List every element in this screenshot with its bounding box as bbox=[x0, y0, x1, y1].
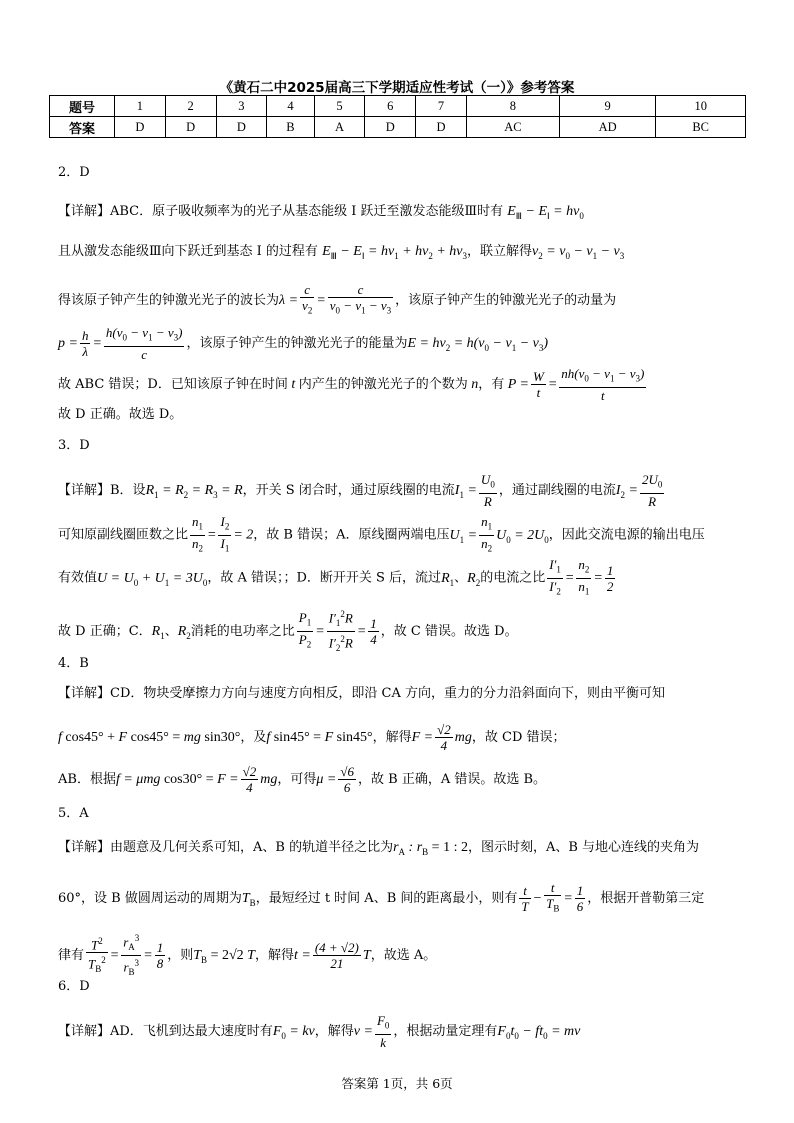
q3-text: 可知原副线圈匝数之比 bbox=[58, 527, 189, 543]
q6-text: ，解得 bbox=[314, 1023, 354, 1039]
fraction: $\frac{2U_0}{R}$ bbox=[641, 472, 663, 509]
number-cell: 9 bbox=[559, 96, 655, 117]
fraction: $\frac{√2}{4}$ bbox=[242, 764, 257, 795]
q5-text: ，则 bbox=[167, 947, 194, 963]
fraction: $\frac{n_1}{n_2}$ bbox=[192, 514, 204, 554]
q2-conclusion: 故 D 正确。故选 D。 bbox=[58, 407, 183, 422]
formula: $\nu_2 = \nu_0 - \nu_1 - \nu_3$ bbox=[532, 244, 625, 261]
answer-cell: AC bbox=[466, 117, 559, 138]
q2-text: ，该原子钟产生的钟激光光子的动量为 bbox=[395, 292, 617, 308]
q4-text: 【详解】CD．物块受摩擦力方向与速度方向相反，即沿 CA 方向，重力的分力沿斜面向下，则由平衡可知 bbox=[58, 686, 665, 701]
q5-text: ，最短经过 t 时间 A、B 间的距离最小，则有 bbox=[255, 890, 518, 906]
fraction: $\frac{I'_1}{I'_2}$ bbox=[549, 557, 561, 597]
answer-cell: D bbox=[216, 117, 267, 138]
q6-text: 【详解】AD．飞机到达最大速度时有 bbox=[58, 1023, 273, 1039]
formula: λ = bbox=[279, 292, 299, 308]
number-cell: 10 bbox=[656, 96, 746, 117]
formula: $E = h\nu_2 = h(\nu_0 - \nu_1 - \nu_3)$ bbox=[407, 335, 549, 353]
answer-cell: A bbox=[314, 117, 365, 138]
answer-cell: B bbox=[267, 117, 314, 138]
number-cell: 6 bbox=[365, 96, 416, 117]
q4-text: ，故 CD 错误； bbox=[471, 730, 566, 745]
q4-text: AB．根据 bbox=[58, 772, 116, 787]
q3-text: 【详解】B．设 bbox=[58, 482, 146, 498]
page-footer: 答案第 1页，共 6页 bbox=[341, 1076, 453, 1091]
q5-heading: 5．A bbox=[58, 806, 89, 821]
q2-line: p = $\frac{h}{\lambda}$ = $\frac{h(\nu_0 - \nu_1 - \nu_3)}{c}$ ，该原子钟产生的钟激光光子的能量为$E = h\nu_2 = h(\nu_0 - \nu_1 - \nu_3)$ bbox=[58, 325, 549, 362]
number-cell: 5 bbox=[314, 96, 365, 117]
q3-text: 、 bbox=[454, 570, 468, 586]
q3-text: ，开关 S 闭合时，通过原线圈的电流 bbox=[242, 482, 455, 498]
fraction: $\frac{c}{\nu_0 - \nu_1 - \nu_3}$ bbox=[329, 282, 392, 316]
q5-text: 律有 bbox=[58, 947, 85, 963]
number-cell: 2 bbox=[165, 96, 216, 117]
q3-text: ，故 B 错误；A．原线圈两端电压 bbox=[253, 527, 450, 543]
q2-line: 得该原子钟产生的钟激光光子的波长为λ = $\frac{c}{\nu_2}$ = $\frac{c}{\nu_0 - \nu_1 - \nu_3}$ ，该原子钟产生的钟激光光子的动量为 bbox=[58, 282, 616, 319]
q3-text: 的电流之比 bbox=[480, 570, 546, 586]
fraction: $\frac{r_A^3}{r_B^3}$ bbox=[123, 933, 140, 977]
q3-line: 可知原副线圈匝数之比 $\frac{n_1}{n_2}$ = $\frac{I_2}{I_1}$ = 2，故 B 错误；A．原线圈两端电压$U_1$ = $\frac{n_1}{n_2}$ $U_0 = 2U_0$，因此交流电源的输出电压 bbox=[58, 514, 705, 556]
fraction: $\frac{1}{2}$ bbox=[606, 562, 614, 594]
q4-heading: 4．B bbox=[58, 656, 89, 671]
q5-line: 60°，设 B 做圆周运动的周期为$T_B$，最短经过 t 时间 A、B 间的距离最小，则有 $\frac{t}{T}$ − $\frac{t}{T_B}$ = $\frac{1}{6}$ ，根据开普勒第三定 bbox=[58, 880, 704, 917]
q5-text: 60°，设 B 做圆周运动的周期为 bbox=[58, 890, 242, 906]
answer-cell: D bbox=[365, 117, 416, 138]
q6-heading: 6．D bbox=[58, 979, 90, 994]
q5-text: ，根据开普勒第三定 bbox=[587, 890, 705, 906]
page-title: 《黄石二中2025届高三下学期适应性考试（一）》参考答案 bbox=[219, 80, 575, 96]
q2-text: ，有 bbox=[478, 376, 505, 392]
fraction: $\frac{h}{\lambda}$ bbox=[81, 327, 89, 359]
fraction: $\frac{1}{4}$ bbox=[370, 615, 377, 647]
answer-cell: D bbox=[115, 117, 166, 138]
number-cell: 1 bbox=[115, 96, 166, 117]
number-cell: 4 bbox=[267, 96, 314, 117]
fraction: $\frac{T^2}{T_B^2}$ bbox=[88, 935, 106, 975]
q2-line bbox=[58, 202, 584, 226]
number-cell: 8 bbox=[466, 96, 559, 117]
row-header-number: 题号 bbox=[50, 96, 115, 117]
fraction: $\frac{1}{8}$ bbox=[156, 939, 164, 971]
q5-text: ，故选 A。 bbox=[370, 947, 437, 963]
q3-heading: 3．D bbox=[58, 438, 90, 453]
number-cell: 7 bbox=[416, 96, 467, 117]
q6-line: 【详解】AD．飞机到达最大速度时有$F_0$ = kv，解得v = $\frac{F_0}{k}$ ，根据动量定理有$F_0t_0 - ft_0$ = mv bbox=[58, 1013, 581, 1050]
q2-text: ，联立解得 bbox=[467, 244, 533, 259]
q2-text: 得该原子钟产生的钟激光光子的波长为 bbox=[58, 292, 280, 308]
answer-table-number-row bbox=[50, 96, 746, 117]
fraction: $\frac{n_2}{n_1}$ bbox=[578, 557, 590, 597]
q5-text: ，图示时刻，A、B 与地心连线的夹角为 bbox=[467, 840, 700, 855]
q3-text: 消耗的电功率之比 bbox=[190, 623, 295, 639]
answer-table-answer-row bbox=[50, 117, 746, 138]
q3-line: 有效值$U = U_0 + U_1 = 3U_0$，故 A 错误；；D．断开开关 S 后，流过$R_1$、$R_2$的电流之比 $\frac{I'_1}{I'_2}$ = $\frac{n_2}{n_1}$ = $\frac{1}{2}$ bbox=[58, 557, 617, 599]
fraction: $\frac{I_2}{I_1}$ bbox=[220, 514, 230, 554]
answer-cell: BC bbox=[656, 117, 746, 138]
q2-text: 且从激发态能级Ⅲ向下跃迁到基态 I 的过程有 bbox=[58, 244, 318, 259]
q3-line: 故 D 正确；C．$R_1$、$R_2$消耗的电功率之比 $\frac{P_1}{P_2}$ = $\frac{I'_1^2R}{I'_2^2R}$ = $\frac{1}{4}$ ，故 C 错误。故选 D。 bbox=[58, 607, 518, 656]
fraction: $\frac{n_1}{n_2}$ bbox=[481, 514, 493, 554]
q6-text: ，根据动量定理有 bbox=[393, 1023, 498, 1039]
answer-cell: D bbox=[165, 117, 216, 138]
fraction: $\frac{nh(\nu_0 - \nu_1 - \nu_3)}{t}$ bbox=[561, 366, 645, 403]
row-header-answer: 答案 bbox=[50, 117, 115, 138]
q2-text: 内产生的钟激光光子的个数为 bbox=[298, 376, 468, 392]
q3-text: ，故 C 错误。故选 D。 bbox=[380, 623, 518, 639]
q2-text: 故 ABC 错误；D．已知该原子钟在时间 bbox=[58, 376, 288, 392]
q5-text: 【详解】由题意及几何关系可知，A、B 的轨道半径之比为 bbox=[58, 840, 394, 855]
q2-heading: 2．D bbox=[58, 165, 90, 180]
formula: $E_Ⅲ - E_Ⅰ = h\nu_0$ bbox=[507, 204, 584, 221]
fraction: $\frac{W}{t}$ bbox=[533, 368, 544, 400]
fraction: $\frac{F_0}{k}$ bbox=[376, 1013, 390, 1050]
answer-table bbox=[49, 95, 746, 138]
fraction: $\frac{t}{T_B}$ bbox=[546, 880, 560, 914]
q3-text: ，通过副线圈的电流 bbox=[498, 482, 616, 498]
q4-text: ，可得 bbox=[277, 772, 317, 787]
formula: p = bbox=[58, 335, 78, 351]
q4-text: ，解得 bbox=[372, 730, 412, 745]
fraction: $\frac{(4 + √2)}{21}$ bbox=[314, 939, 359, 971]
q3-text: 有效值 bbox=[58, 570, 98, 586]
q3-text: 、 bbox=[164, 623, 178, 639]
answer-cell: AD bbox=[559, 117, 655, 138]
answer-cell: D bbox=[416, 117, 467, 138]
number-cell: 3 bbox=[216, 96, 267, 117]
q2-line: 故 ABC 错误；D．已知该原子钟在时间 t 内产生的钟激光光子的个数为 n，有 P = $\frac{W}{t}$ = $\frac{nh(\nu_0 - \nu_1 - \nu_3)}{t}$ bbox=[58, 366, 645, 403]
q2-line bbox=[58, 242, 624, 266]
q3-line: 【详解】B．设$R_1 = R_2 = R_3 = R$，开关 S 闭合时，通过原线圈的电流$I_1$ = $\frac{U_0}{R}$ ，通过副线圈的电流$I_2$ = $\frac{2U_0}{R}$ bbox=[58, 472, 663, 509]
q3-text: 故 D 正确；C． bbox=[58, 623, 152, 639]
fraction: $\frac{c}{\nu_2}$ bbox=[302, 282, 313, 316]
fraction: $\frac{1}{6}$ bbox=[576, 882, 584, 914]
q3-text: ，故 A 错误；；D．断开开关 S 后，流过 bbox=[207, 570, 442, 586]
fraction: $\frac{I'_1^2R}{I'_2^2R}$ bbox=[328, 609, 353, 653]
fraction: $\frac{√6}{6}$ bbox=[340, 764, 354, 795]
fraction: $\frac{t}{T}$ bbox=[521, 882, 529, 914]
fraction: $\frac{h(\nu_0 - \nu_1 - \nu_3)}{c}$ bbox=[105, 325, 183, 362]
fraction: $\frac{√2}{4}$ bbox=[437, 722, 451, 753]
q5-text: ，解得 bbox=[254, 947, 294, 963]
formula: $E_Ⅲ - E_Ⅰ = h\nu_1 + h\nu_2 + h\nu_3$ bbox=[322, 244, 468, 261]
q4-text: ，故 B 正确，A 错误。故选 B。 bbox=[358, 772, 547, 787]
fraction: $\frac{U_0}{R}$ bbox=[480, 472, 495, 509]
q2-text: 【详解】ABC．原子吸收频率为的光子从基态能级 I 跃迁至激发态能级Ⅲ时有 bbox=[58, 204, 504, 219]
q2-text: ，该原子钟产生的钟激光光子的能量为 bbox=[186, 335, 408, 351]
q4-line: AB．根据f = μmg cos30° = F = $\frac{√2}{4}$ mg，可得μ = $\frac{√6}{6}$ ，故 B 正确，A 错误。故选 B。 bbox=[58, 764, 547, 795]
fraction: $\frac{P_1}{P_2}$ bbox=[298, 610, 312, 650]
q4-text: ，及 bbox=[240, 730, 267, 745]
q5-line: 【详解】由题意及几何关系可知，A、B 的轨道半径之比为$r_A$ : $r_B = 1$ : 2，图示时刻，A、B 与地心连线的夹角为 bbox=[58, 840, 700, 857]
q3-text: ，因此交流电源的输出电压 bbox=[548, 527, 705, 543]
q5-line: 律有 $\frac{T^2}{T_B^2}$ = $\frac{r_A^3}{r_B^3}$ = $\frac{1}{8}$ ，则$T_B = 2√2$ T，解得t = $\frac{(4 + √2)}{21}$ T，故选 A。 bbox=[58, 931, 436, 980]
q4-line: f cos45° + F cos45° = mg sin30°，及f sin45° = F sin45°，解得F = $\frac{√2}{4}$ mg，故 CD 错误； bbox=[58, 722, 566, 753]
